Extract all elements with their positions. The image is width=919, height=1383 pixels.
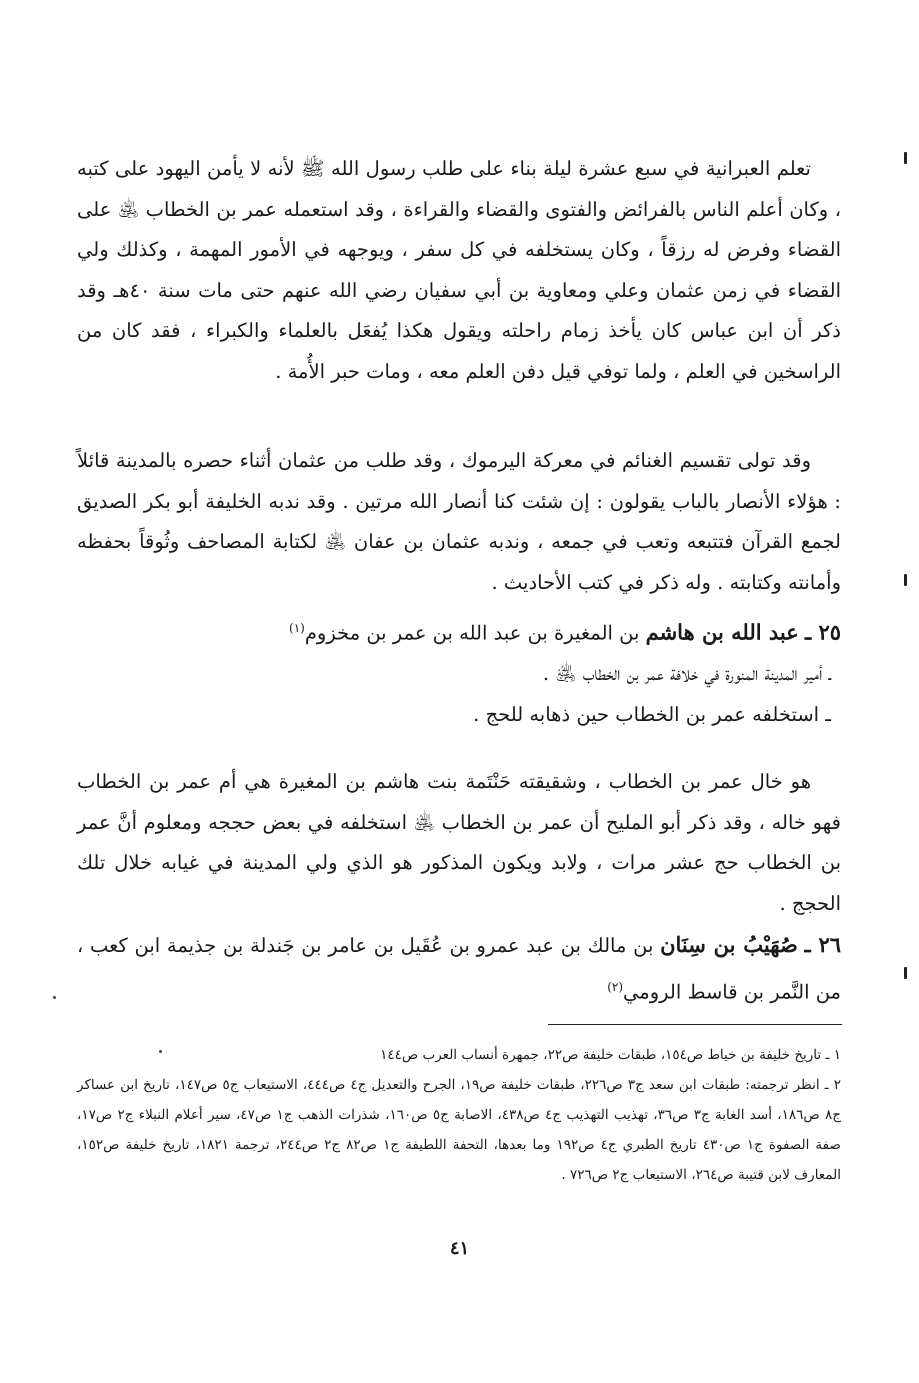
entry-lineage: بن المغيرة بن عبد الله بن عمر بن مخزوم — [304, 621, 640, 645]
footnote-divider — [548, 1024, 842, 1025]
entry-bullet: ـ استخلفه عمر بن الخطاب حين ذهابه للحج . — [473, 702, 831, 726]
margin-mark — [904, 152, 907, 164]
entry-number: ٢٥ ـ — [804, 619, 841, 645]
footnote-2: ٢ ـ انظر ترجمته: طبقات ابن سعد ج٣ ص٢٢٦، طبقات خليفة ص١٩، الجرح والتعديل ج٤ ص٤٤٤، الاستيعاب ج٥ ص١٤٧، تاريخ ابن عساكر ج٨ ص١٨٦، أسد الغابة ج٣ ص٣٦، تهذيب التهذيب ج٤ ص٤٣٨، الاصابة ج٥ ص١٦٠، شذرات الذهب ج١ ص٤٧، سير أعلام النبلاء ج٢ ص١٧، صفة الصفوة ج١ ص٤٣٠ تاريخ الطبري ج٤ ص١٩٢ وما بعدها، التحفة اللطيفة ج١ ص٨٢ ج٢ ص٢٤٤، ترجمة ١٨٢١، تاريخ خليفة ص١٥٢، المعارف لابن قتيبة ص٢٦٤، الاستيعاب ج٢ ص٧٢٦ . — [77, 1077, 841, 1183]
entry-name: عبد الله بن هاشم — [645, 619, 799, 645]
footnote-ref: (١) — [289, 621, 305, 635]
page-number: ٤١ — [449, 1238, 470, 1259]
scan-speck — [53, 996, 56, 999]
paragraph-2 — [77, 441, 841, 603]
footnote-1: ١ ـ تاريخ خليفة بن خياط ص١٥٤، طبقات خليفة ص٢٢، جمهرة أنساب العرب ص١٤٤ — [380, 1047, 841, 1063]
paragraph-text: هو خال عمر بن الخطاب ، وشقيقته حَنْتَمة بنت هاشم بن المغيرة هي أم عمر بن الخطاب فهو خاله ، وقد ذكر أبو المليح أن عمر بن الخطاب ﵁ استخلفه في بعض حججه ومعلوم أنَّ عمر بن الخطاب حج عشر مرات ، ولابد ويكون المذكور هو الذي ولي المدينة في غيابه خلال تلك الحجج . — [77, 770, 841, 915]
paragraph-1 — [77, 149, 841, 392]
footnote-ref: (٢) — [607, 979, 624, 994]
paragraph-3 — [77, 762, 841, 924]
footnotes — [77, 1040, 841, 1190]
biography-entry-25 — [77, 608, 841, 735]
entry-lineage: بن مالك بن عبد عمرو بن عُقَيل بن عامر بن جَندلة بن جذيمة ابن كعب ، من النَّمر بن قاسط الرومي — [77, 934, 841, 1003]
margin-mark — [904, 574, 907, 586]
paragraph-text: وقد تولى تقسيم الغنائم في معركة اليرموك ، وقد طلب من عثمان أثناء حصره بالمدينة قائلاً : هؤلاء الأنصار بالباب يقولون : إن شئت كنا أنصار الله مرتين . وقد ندبه الخليفة أبو بكر الصديق لجمع القرآن فتتبعه وتعب في جمعه ، وندبه عثمان بن عفان ﵁ لكتابة المصاحف وثُوقاً بحفظه وأمانته وكتابته . وله ذكر في كتب الأحاديث . — [77, 449, 841, 594]
entry-heading — [77, 608, 841, 654]
entry-name: صُهَيْبُ بن سِنَان — [660, 932, 798, 957]
biography-entry-26 — [77, 925, 841, 1013]
paragraph-text: تعلم العبرانية في سبع عشرة ليلة بناء على طلب رسول الله ﷺ لأنه لا يأمن اليهود على كتبه ، وكان أعلم الناس بالفرائض والفتوى والقضاء والقراءة ، وقد استعمله عمر بن الخطاب ﵁ على القضاء وفرض له رزقاً ، وكان يستخلفه في كل سفر ، ويوجهه في الأمور المهمة ، وكذلك ولي القضاء في زمن عثمان وعلي ومعاوية بن أبي سفيان رضي الله عنهم حتى مات سنة ٤٠هـ وقد ذكر أن ابن عباس كان يأخذ زمام راحلته ويقول هكذا يُفعَل بالعلماء والكبراء ، فقد كان من الراسخين في العلم ، ولما توفي قيل دفن العلم معه ، ومات حبر الأُمة . — [77, 157, 841, 383]
margin-mark — [904, 967, 907, 979]
entry-number: ٢٦ ـ — [804, 932, 842, 957]
entry-bullet: ـ أمير المدينة المنورة في خلافة عمر بن الخطاب ﵁ . — [542, 662, 831, 685]
